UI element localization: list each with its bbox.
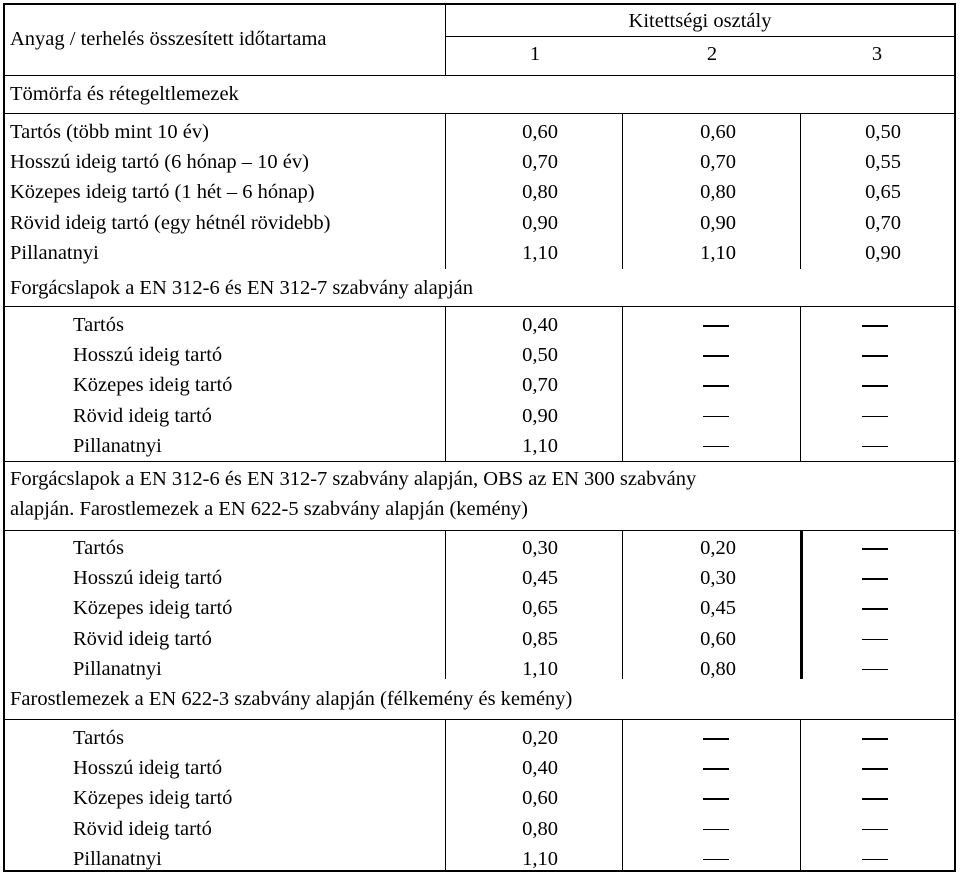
col-divider-0-1 [622, 113, 623, 269]
col-divider-1-2 [800, 306, 801, 461]
value-class-1: 0,80 [522, 181, 558, 204]
empty-dash-cell [855, 536, 895, 560]
header-material-duration: Anyag / terhelés összesített időtartama [10, 28, 327, 50]
value-class-1: 0,40 [522, 757, 558, 780]
header-class-3: 3 [871, 43, 883, 65]
row-label: Pillanatnyi [73, 434, 162, 457]
header-exposure-class: Kitettségi osztály [628, 10, 772, 32]
value-class-1: 0,45 [522, 567, 558, 590]
value-class-2: 0,45 [700, 597, 736, 620]
dash-mark [862, 325, 888, 327]
value-class-2: 0,90 [700, 211, 736, 234]
col-divider-2-1 [622, 530, 623, 679]
empty-dash-cell [855, 847, 895, 871]
dash-mark [703, 385, 729, 387]
dash-mark [862, 829, 888, 831]
row-label: Közepes ideig tartó [73, 374, 233, 397]
col-divider-4-1 [622, 719, 623, 872]
dash-mark [862, 355, 888, 357]
row-label: Tartós [73, 314, 124, 336]
header-class-2: 2 [706, 43, 718, 65]
modification-factor-table [3, 3, 956, 872]
value-class-1: 0,70 [522, 374, 558, 397]
value-class-3: 0,70 [865, 211, 901, 234]
empty-dash-cell [855, 434, 895, 458]
value-class-1: 1,10 [522, 434, 558, 457]
col-divider-4-0 [445, 719, 446, 872]
border-bottom [3, 870, 956, 872]
empty-dash-cell [855, 786, 895, 810]
value-class-1: 0,60 [522, 787, 558, 810]
row-label: Pillanatnyi [73, 847, 162, 870]
value-class-1: 0,65 [522, 597, 558, 620]
value-class-2: 0,20 [700, 537, 736, 559]
section-rule-1 [3, 306, 956, 307]
header-class-1: 1 [529, 43, 541, 65]
dash-mark [862, 446, 888, 448]
col-divider-1-1 [622, 306, 623, 461]
value-class-1: 0,20 [522, 727, 558, 749]
row-label: Közepes ideig tartó [73, 597, 233, 620]
empty-dash-cell [855, 313, 895, 337]
empty-dash-cell [855, 817, 895, 841]
section-rule-0 [3, 113, 956, 114]
dash-mark [862, 798, 888, 800]
row-label: Tartós (több mint 10 év) [10, 121, 209, 143]
row-label: Rövid ideig tartó [73, 627, 212, 650]
section-title-particleboard-osb-line2: alapján. Farostlemezek a EN 622-5 szabvány alapján (kemény) [10, 498, 528, 520]
empty-dash-cell [696, 343, 736, 367]
header-col-divider [445, 3, 446, 76]
border-left [3, 3, 5, 872]
empty-dash-cell [855, 596, 895, 620]
header-group-rule [445, 36, 956, 37]
dash-mark [862, 416, 888, 418]
dash-mark [703, 798, 729, 800]
value-class-2: 1,10 [700, 241, 736, 264]
value-class-3: 0,50 [865, 121, 901, 143]
section-rule-2 [3, 461, 956, 462]
border-right [954, 3, 956, 872]
dash-mark [862, 578, 888, 580]
value-class-1: 0,60 [522, 121, 558, 143]
row-label: Tartós [73, 537, 124, 559]
value-class-3: 0,55 [865, 151, 901, 174]
value-class-1: 1,10 [522, 657, 558, 680]
dash-mark [703, 355, 729, 357]
dash-mark [703, 325, 729, 327]
row-label: Hosszú ideig tartó [73, 757, 223, 780]
empty-dash-cell [696, 786, 736, 810]
value-class-1: 0,30 [522, 537, 558, 559]
col-divider-1-0 [445, 306, 446, 461]
empty-dash-cell [696, 726, 736, 750]
empty-dash-cell [855, 627, 895, 651]
section-title-solid-wood-plywood: Tömörfa és rétegeltlemezek [10, 83, 239, 105]
border-top [3, 3, 956, 5]
section-rule-4 [3, 719, 956, 720]
value-class-1: 0,90 [522, 211, 558, 234]
dash-mark [703, 416, 729, 418]
row-label: Rövid ideig tartó [73, 404, 212, 427]
dash-mark [862, 385, 888, 387]
value-class-2: 0,60 [700, 121, 736, 143]
empty-dash-cell [696, 817, 736, 841]
row-label: Rövid ideig tartó (egy hétnél rövidebb) [10, 211, 331, 234]
dash-mark [862, 859, 888, 861]
empty-dash-cell [696, 756, 736, 780]
dash-mark [862, 548, 888, 550]
row-label: Hosszú ideig tartó [73, 344, 223, 367]
col-divider-0-0 [445, 113, 446, 269]
row-label: Közepes ideig tartó [73, 787, 233, 810]
section-title-fibreboard: Farostlemezek a EN 622-3 szabvány alapján (félkemény és kemény) [10, 688, 573, 710]
empty-dash-cell [696, 404, 736, 428]
empty-dash-cell [855, 566, 895, 590]
value-class-1: 0,90 [522, 404, 558, 427]
value-class-2: 0,80 [700, 657, 736, 680]
empty-dash-cell [855, 343, 895, 367]
empty-dash-cell [696, 847, 736, 871]
row-label: Hosszú ideig tartó [73, 567, 223, 590]
col-divider-4-2 [800, 719, 801, 872]
row-label: Közepes ideig tartó (1 hét – 6 hónap) [10, 181, 315, 204]
dash-mark [862, 669, 888, 671]
col-divider-2-0 [445, 530, 446, 679]
row-label: Rövid ideig tartó [73, 817, 212, 840]
dash-mark [703, 829, 729, 831]
value-class-1: 0,70 [522, 151, 558, 174]
dash-mark [703, 768, 729, 770]
dash-mark [703, 738, 729, 740]
col-divider-0-2 [800, 113, 801, 269]
section-title-particleboard: Forgácslapok a EN 312-6 és EN 312-7 szabvány alapján [10, 277, 474, 299]
dash-mark [862, 768, 888, 770]
row-label: Pillanatnyi [10, 241, 99, 264]
empty-dash-cell [696, 313, 736, 337]
col-divider-3-0 [800, 530, 803, 679]
row-label: Pillanatnyi [73, 657, 162, 680]
value-class-2: 0,70 [700, 151, 736, 174]
row-label: Hosszú ideig tartó (6 hónap – 10 év) [10, 151, 309, 174]
dash-mark [703, 859, 729, 861]
row-label: Tartós [73, 727, 124, 749]
dash-mark [862, 639, 888, 641]
dash-mark [862, 608, 888, 610]
value-class-2: 0,80 [700, 181, 736, 204]
value-class-1: 0,50 [522, 344, 558, 367]
dash-mark [703, 446, 729, 448]
header-rule [3, 75, 956, 76]
value-class-2: 0,60 [700, 627, 736, 650]
value-class-1: 0,85 [522, 627, 558, 650]
dash-mark [862, 738, 888, 740]
value-class-1: 0,80 [522, 817, 558, 840]
empty-dash-cell [855, 404, 895, 428]
section-rule-3 [3, 530, 956, 531]
value-class-1: 1,10 [522, 241, 558, 264]
empty-dash-cell [696, 373, 736, 397]
value-class-2: 0,30 [700, 567, 736, 590]
empty-dash-cell [696, 434, 736, 458]
value-class-3: 0,65 [865, 181, 901, 204]
empty-dash-cell [855, 756, 895, 780]
empty-dash-cell [855, 657, 895, 681]
value-class-1: 1,10 [522, 847, 558, 870]
value-class-3: 0,90 [865, 241, 901, 264]
value-class-1: 0,40 [522, 314, 558, 336]
section-title-particleboard-osb-line1: Forgácslapok a EN 312-6 és EN 312-7 szabvány alapján, OBS az EN 300 szabvány [10, 468, 697, 490]
empty-dash-cell [855, 373, 895, 397]
empty-dash-cell [855, 726, 895, 750]
